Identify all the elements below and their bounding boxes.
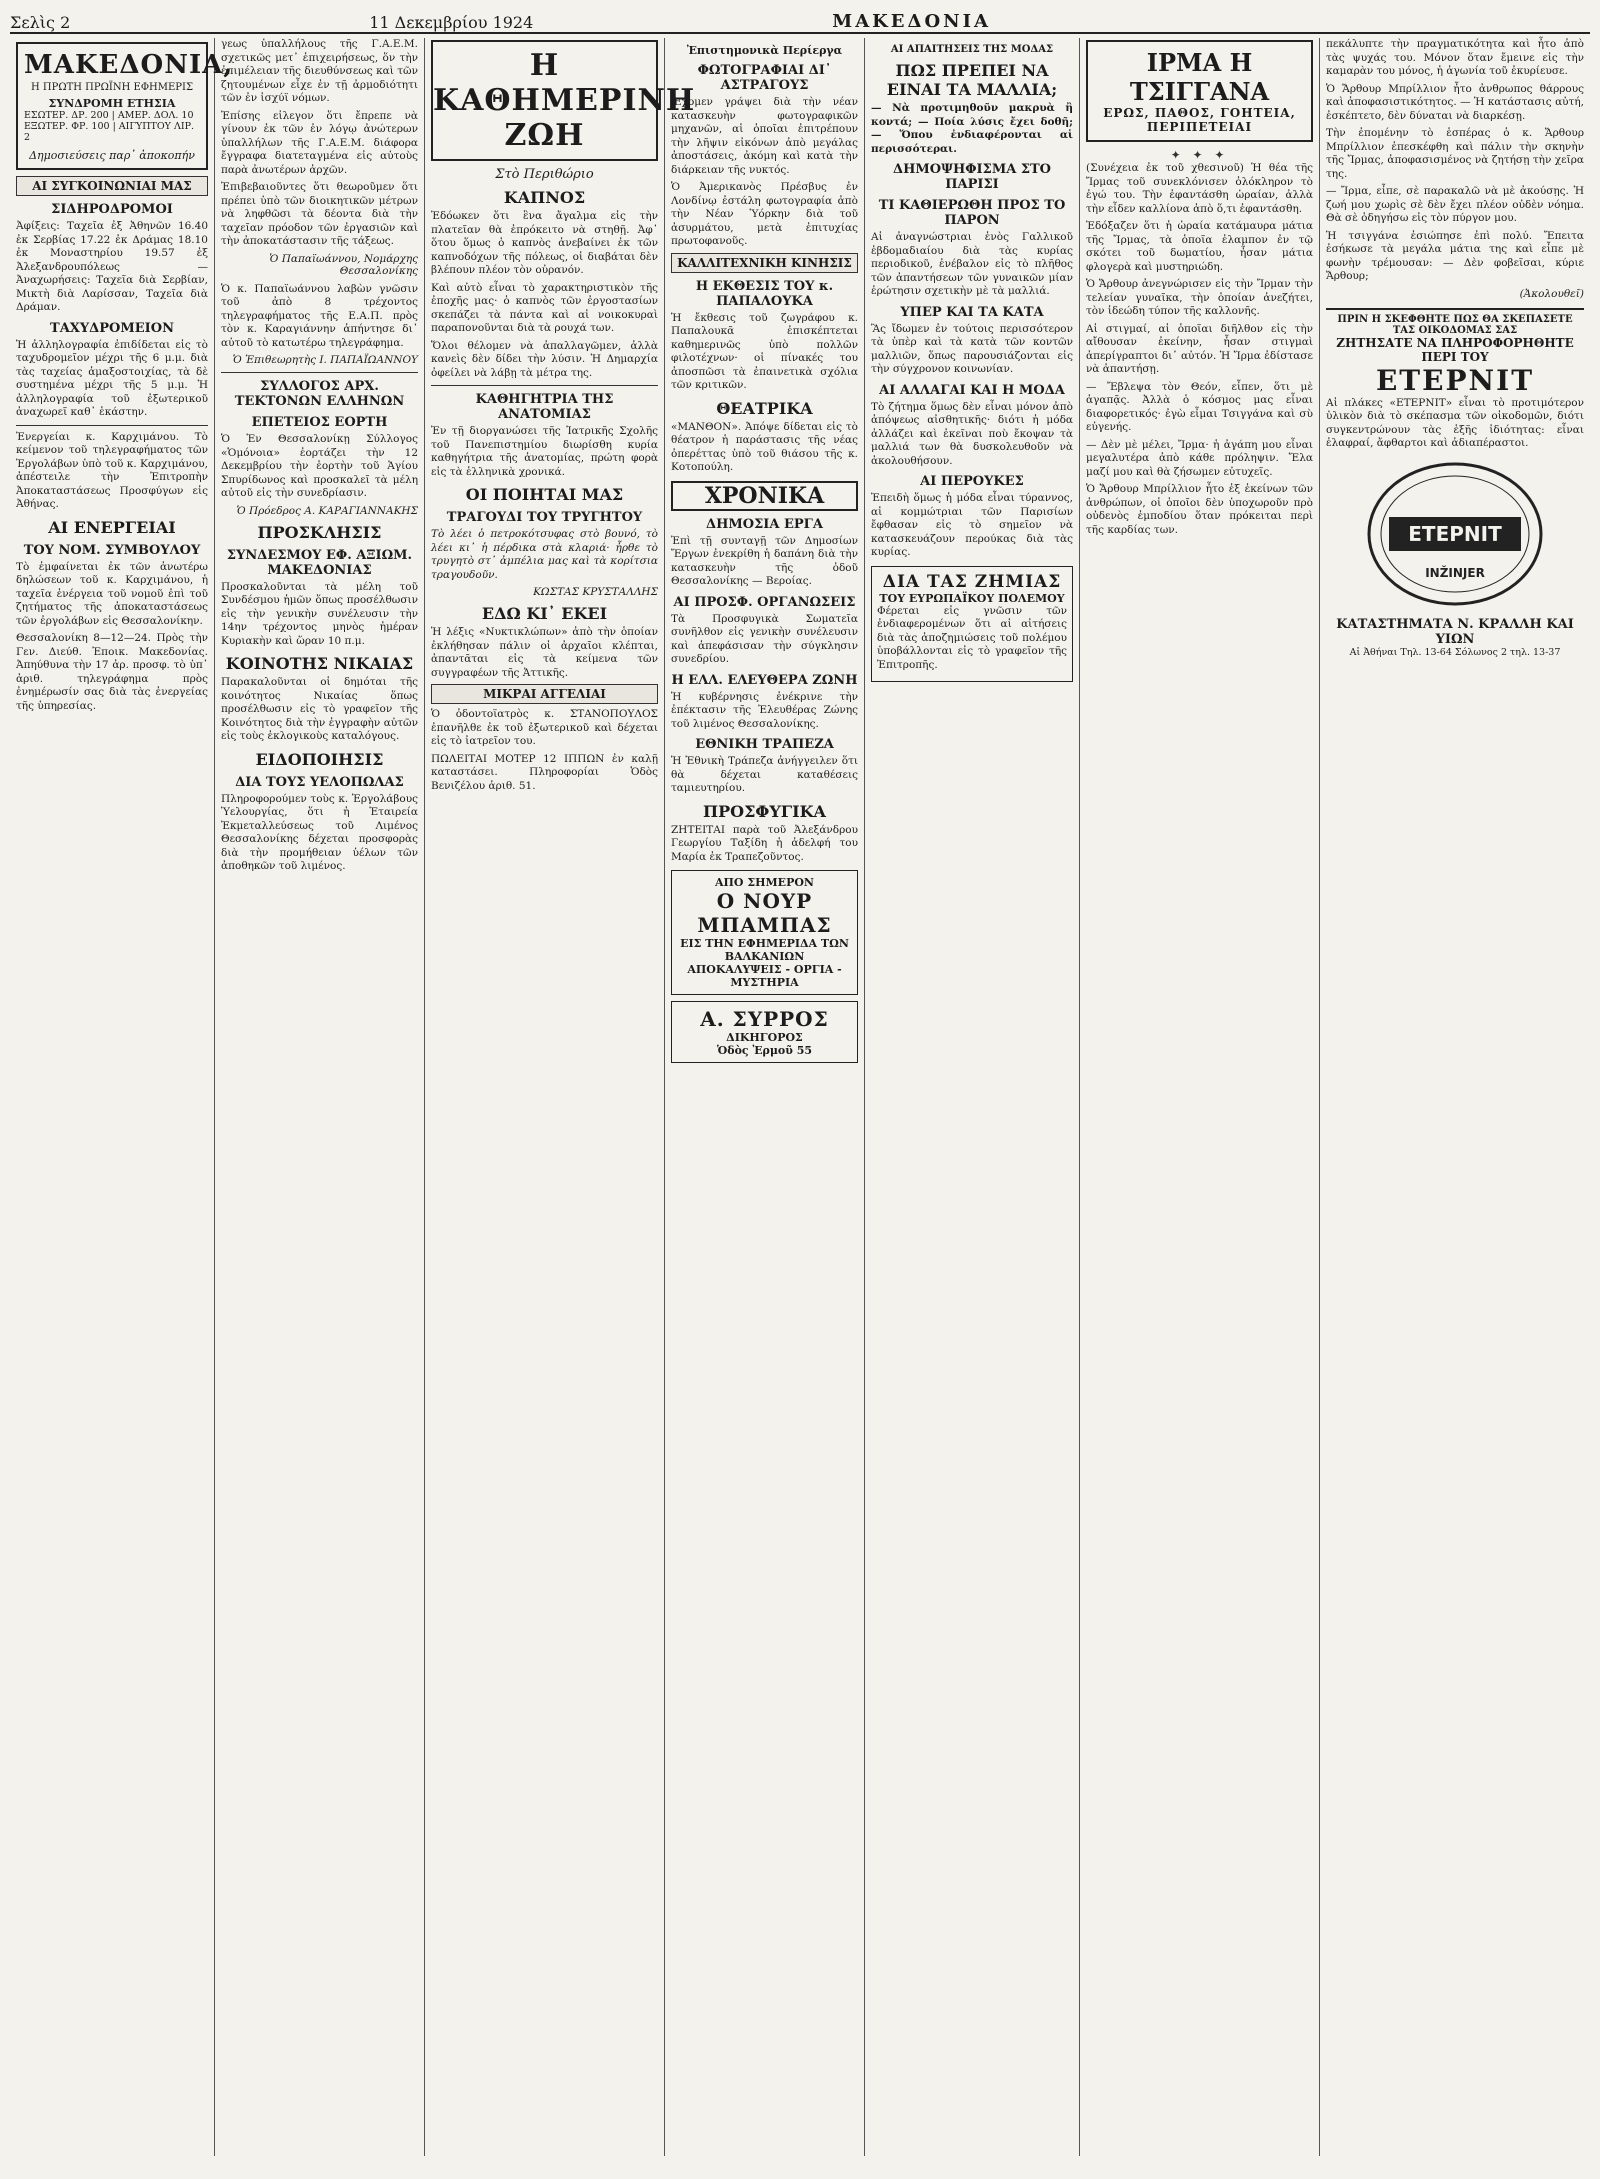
heading-refugee-orgs: ΑΙ ΠΡΟΣΦ. ΟΡΓΑΝΩΣΕΙΣ [673, 594, 856, 610]
article-text: Ἡ κυβέρνησις ἐνέκρινε τὴν ἐπέκτασιν τῆς Ἐλευθέρας Ζώνης τοῦ λιμένος Θεσσαλονίκης. [671, 690, 858, 730]
eternit-logo-icon [1365, 459, 1545, 609]
notice-title: ΔΙΑ ΤΑΣ ΖΗΜΙΑΣ [882, 571, 1062, 592]
article-text: Ἡ ἔκθεσις τοῦ ζωγράφου κ. Παπαλουκᾶ ἐπισκέπτεται καθημερινῶς ὑπὸ πολλῶν φιλοτέχνων· οἱ πίνακές του ἀποσπῶσι τὰ ἐπαινετικὰ σχόλια τῶν κριτικῶν. [671, 311, 858, 391]
advert-lawyer [671, 1001, 858, 1063]
heading-post: ΤΑΧΥΔΡΟΜΕΙΟΝ [50, 320, 174, 336]
serial-subtitle: ΕΡΩΣ, ΠΑΘΟΣ, ΓΟΗΤΕΙΑ, ΠΕΡΙΠΕΤΕΙΑΙ [1103, 106, 1296, 134]
heading-free-zone: Η ΕΛΛ. ΕΛΕΥΘΕΡΑ ΖΩΝΗ [671, 672, 858, 688]
advert-subtitle: ΕΙΣ ΤΗΝ ΕΦΗΜΕΡΙΔΑ ΤΩΝ ΒΑΛΚΑΝΙΩΝ ΑΠΟΚΑΛΥΨΕΙΣ - ΟΡΓΙΑ - ΜΥΣΤΗΡΙΑ [680, 937, 849, 989]
divider [221, 372, 418, 373]
heading-referendum: ΔΗΜΟΨΗΦΙΣΜΑ ΣΤΟ ΠΑΡΙΣΙ [892, 162, 1052, 192]
article-text: Καὶ αὐτὸ εἶναι τὸ χαρακτηριστικὸν τῆς ἐποχῆς μας· ὁ καπνὸς τῶν ἐργοστασίων σκεπάζει τὰ πάντα καὶ αἱ νοικοκυραὶ παραπονοῦνται διὰ τὰ ρουχά των. [431, 281, 658, 334]
box-subscription-heading: ΣΥΝΔΡΟΜΗ ΕΤΗΣΙΑ [48, 97, 176, 110]
advert-lawyer-role: ΔΙΚΗΓΟΡΟΣ [726, 1031, 803, 1044]
article-text: Αἱ ἀναγνώστριαι ἑνὸς Γαλλικοῦ ἑβδομαδιαίου διὰ τὰς κυρίας περιοδικοῦ, ἐνέβαλον εἰς τὸ πλῆθος τῶν ἀπαντήσεων τῶν γυναικῶν μίαν ἐρώτησιν σχετικὴν μὲ τὰ μαλλιά. [871, 231, 1073, 297]
heading-exhibition: Η ΕΚΘΕΣΙΣ ΤΟΥ κ. ΠΑΠΑΛΟΥΚΑ [695, 278, 834, 309]
column-3 [425, 38, 696, 2156]
ornament-divider: ✦ ✦ ✦ [1170, 148, 1229, 162]
heading-railways: ΣΙΔΗΡΟΔΡΟΜΟΙ [51, 202, 173, 217]
serial-text: Ἡ τσιγγάνα ἐσιώπησε ἐπὶ πολύ. Ἔπειτα ἐσήκωσε τὰ μεγάλα μάτια της καὶ εἶπε μὲ φωνὴν τρέμουσαν: — Δὲν φοβεῖσαι, κύριε Ἄρθουρ; [1326, 229, 1584, 282]
article-text: Ἡ ἀλληλογραφία ἐπιδίδεται εἰς τὸ ταχυδρομεῖον μέχρι τῆς 6 μ.μ. διὰ τὰς ταχείας ἀμαξοστοιχίας, τὰ δὲ συστημένα μέχρι τῆς 5 μ.μ. Ἡ ἀλληλογραφία τοῦ ἐξωτερικοῦ ἀναχωρεῖ καθ᾽ ἑκάστην. [16, 338, 208, 418]
article-text: Ἡ λέξις «Νυκτικλώπων» ἀπὸ τὴν ὁποίαν ἐκλήθησαν πάλιν οἱ ἀρχαῖοι κλέπται, ἀπαντᾶται εἰς τὰ κείμενα τῶν συγγραφέων τῆς Ἀττικῆς. [431, 626, 658, 679]
article-text: Ἐπιβεβαιοῦντες ὅτι θεωροῦμεν ὅτι πρέπει ὑπὸ τῶν διοικητικῶν μέτρων νὰ ληφθῶσι τὰ δέοντα διὰ τὴν ταχεῖαν πρόοδον τῶν ἐργασιῶν καὶ τὴν ἀποκατάστασιν τῆς τάξεως. [221, 181, 418, 247]
eternit-logo [1326, 459, 1584, 609]
kicker: Ἐπιστημονικὰ Περίεργα [686, 44, 843, 57]
serial-text: Αἱ στιγμαί, αἱ ὁποῖαι διῆλθον εἰς τὴν αἴθουσαν ἐκείνην, ἦσαν στιγμαὶ ἀπερίγραπτοι δι᾽ αὐτόν. Ἡ Ἴρμα ἐδίστασε νὰ ἀπαντήσῃ. [1086, 322, 1313, 375]
heading-pros-cons: ΥΠΕΡ ΚΑΙ ΤΑ ΚΑΤΑ [900, 304, 1044, 320]
issue-date: 11 Δεκεμβρίου 1924 [369, 13, 534, 32]
kicker: Στὸ Περιθώριο [495, 167, 594, 182]
serial-text: — Ἔβλεψα τὸν Θεόν, εἶπεν, ὅτι μὲ ἀγαπᾷς. Ἀλλὰ ὁ κόσμος μας εἶναι διαφορετικός· ἐγὼ εἶμαι Τσιγγάνα καὶ σὺ εὐγενής. [1086, 380, 1313, 433]
heading-fashion-changes: ΑΙ ΑΛΛΑΓΑΙ ΚΑΙ Η ΜΟΔΑ [879, 382, 1065, 398]
article-text: Ὅλοι θέλομεν νὰ ἀπαλλαγῶμεν, ἀλλὰ κανεὶς δὲν δίδει τὴν λύσιν. Ἡ Δημαρχία ὀφείλει νὰ λάβῃ τὰ μέτρα της. [431, 339, 658, 379]
heading-public-works: ΔΗΜΟΣΙΑ ΕΡΓΑ [706, 516, 823, 532]
article-text: Προσκαλοῦνται τὰ μέλη τοῦ Συνδέσμου ἡμῶν ὅπως προσέλθωσιν εἰς τὴν γενικὴν συνέλευσιν τὴν 14ην τρέχοντος μηνὸς ἡμέραν Κυριακὴν καὶ ὥραν 10 π.μ. [221, 580, 418, 647]
divider [16, 425, 208, 426]
heading-eidopoiisis: ΕΙΔΟΠΟΙΗΣΙΣ [255, 749, 384, 769]
advert-eternit-brand: ΕΤΕΡΝΙΤ [1375, 363, 1535, 397]
advert-title: Ο ΝΟΥΡ ΜΠΑΜΠΑΣ [697, 889, 832, 937]
serial-text: — Ἴρμα, εἶπε, σὲ παρακαλῶ νὰ μὲ ἀκούσῃς. Ἡ ζωή μου χωρὶς σὲ δὲν ἔχει πλέον οὐδὲν νόημα. Θὰ σὲ ὁδηγήσω εἰς τὸν πύργον μου. [1326, 185, 1584, 224]
notice-war-damages [871, 566, 1073, 683]
column-2 [215, 38, 425, 2156]
signature: Ὁ Πρόεδρος Α. ΚΑΡΑΓΙΑΝΝΑΚΗΣ [236, 504, 418, 517]
serial-continues: (Ἀκολουθεῖ) [1519, 287, 1584, 300]
advert-lawyer-address: Ὁδὸς Ἐρμοῦ 55 [716, 1044, 813, 1057]
advert-eternit-body: Αἱ πλάκες «ΕΤΕΡΝΙΤ» εἶναι τὸ προτιμότερον ὑλικὸν διὰ τὸ σκέπασμα τῶν οἰκοδομῶν, διότι συγκεντρώνουν τὰς ἑξῆς ἰδιότητας: εἶναι ἐλαφραί, ἄφθαρτοι καὶ ἀδιαπέραστοι. [1326, 396, 1584, 449]
heading-kapnos: ΚΑΠΝΟΣ [503, 188, 586, 207]
newspaper-page [10, 8, 1590, 2158]
heading-prosklisis-sub: ΣΥΝΔΕΣΜΟΥ ΕΦ. ΑΞΙΩΜ. ΜΑΚΕΔΟΝΙΑΣ [226, 547, 413, 578]
box-rates-line-1: ΕΣΩΤΕΡ. ΔΡ. 200 | ΑΜΕΡ. ΔΟΛ. 10 [24, 110, 194, 121]
serial-text: Ἐδόξαζεν ὅτι ἡ ὡραία κατάμαυρα μάτια τῆς Ἴρμας, τὰ ὁποῖα ἐλαμπον ἐν τῷ σκότει τοῦ δωματίου, ἦσαν μάτια φλογερὰ καὶ μυστηριώδη. [1086, 220, 1313, 273]
signature: Ὁ Παπαϊωάννου, Νομάρχης Θεσσαλονίκης [269, 252, 418, 277]
advert-eternit-line: ΖΗΤΗΣΑΤΕ ΝΑ ΠΛΗΡΟΦΟΡΗΘΗΤΕ ΠΕΡΙ ΤΟΥ [1336, 335, 1574, 364]
kicker: ΑΙ ΑΠΑΙΤΗΣΕΙΣ ΤΗΣ ΜΟΔΑΣ [890, 44, 1054, 55]
section-banner-communications: ΑΙ ΣΥΓΚΟΙΝΩΝΙΑΙ ΜΑΣ [16, 176, 208, 196]
heading-prosklisis: ΠΡΟΣΚΛΗΣΙΣ [257, 522, 382, 542]
serial-text: πεκάλυπτε τὴν πραγματικότητα καὶ ἦτο ἀπὸ τὰς ψυχάς του. Μόνον ὅταν ἔμεινε εἰς τὴν καμαρὰν του μόνος, ἡ ἀγωνία τοῦ ἐκυρίευσε. [1326, 38, 1584, 77]
classified-ad: ΠΩΛΕΙΤΑΙ ΜΟΤΕΡ 12 ΙΠΠΩΝ ἐν καλῇ καταστάσει. Πληροφορίαι Ὁδὸς Βενιζέλου ἀριθ. 51. [431, 752, 658, 792]
heading-refugee-notices: ΠΡΟΣΦΥΓΙΚΑ [703, 801, 826, 821]
advert-eternit-shop: ΚΑΤΑΣΤΗΜΑΤΑ Ν. ΚΡΑΛΛΗ ΚΑΙ ΥΙΩΝ [1336, 616, 1574, 647]
heading-koinotis: ΚΟΙΝΟΤΗΣ ΝΙΚΑΙΑΣ [225, 654, 414, 673]
article-text: Ἐπίσης εἰλεγον ὅτι ἔπρεπε νὰ γίνουν ἐκ τῶν ἐν λόγῳ ἀνώτερων ὑπαλλήλων τῆς Γ.Α.Ε.Μ. διάφορα ἔγγραφα διατεταγμένα εἰς αὐτοὺς παρὰ ἀνωτέρων ἀρχῶν. [221, 109, 418, 176]
notice-text: Φέρεται εἰς γνῶσιν τῶν ἐνδιαφερομένων ὅτι αἱ αἰτήσεις διὰ τὰς ἀποζημιώσεις τοῦ πολέμου ὑποβάλλονται εἰς τὸ γραφεῖον τῆς Ἐπιτροπῆς. [877, 604, 1067, 671]
heading-anatomy-professor: ΚΑΘΗΓΗΤΡΙΑ ΤΗΣ ΑΝΑΤΟΜΙΑΣ [475, 392, 614, 422]
article-text: γεως ὑπαλλήλους τῆς Γ.Α.Ε.Μ. σχετικῶς μετ᾽ ἐπιχειρήσεως, ὅν τὴν ἐπιμέλειαν τῆς διευθύνσεως καὶ τῶν ζητουμένων εἶχε ἐν τῇ ἀρμοδιότητι τῶν ἐν ἰσχύϊ νόμων. [221, 38, 418, 104]
article-summary: — Νὰ προτιμηθοῦν μακρυὰ ἢ κοντά; — Ποία λύσις ἔχει δοθῆ; — Ὅπου ἐνδιαφέρονται αἱ περισσότεραι. [871, 102, 1073, 155]
advert-eternit-pre: ΠΡΙΝ Η ΣΚΕΦΘΗΤΕ ΠΩΣ ΘΑ ΣΚΕΠΑΣΕΤΕ ΤΑΣ ΟΙΚΟΔΟΜΑΣ ΣΑΣ [1337, 313, 1573, 336]
box-title: ΜΑΚΕΔΟΝΙΑ, [24, 50, 234, 80]
heading-theatre: ΘΕΑΤΡΙΚΑ [716, 398, 813, 418]
heading-national-bank: ΕΘΝΙΚΗ ΤΡΑΠΕΖΑ [695, 737, 834, 752]
heading-poem-title: ΤΡΑΓΟΥΔΙ ΤΟΥ ΤΡΥΓΗΤΟΥ [446, 510, 643, 525]
article-text: Ἂς ἴδωμεν ἐν τούτοις περισσότερον τὰ ὑπὲρ καὶ τὰ κατὰ τῶν κοντῶν μαλλιῶν, ὅπως παρουσιάζονται εἰς τὴν σύγχρονον κοινωνίαν. [871, 322, 1073, 375]
article-text: Ἐν τῇ διοργανώσει τῆς Ἰατρικῆς Σχολῆς τοῦ Πανεπιστημίου διωρίσθη κυρία καθηγήτρια τῆς ἀνατομίας, πρώτη φορὰ εἰς τὰ ἑλληνικὰ χρονικά. [431, 425, 658, 478]
paper-name: ΜΑΚΕΔΟΝΙΑ [832, 11, 992, 32]
article-text: Ἔχομεν γράψει διὰ τὴν νέαν κατασκευὴν φωτογραφικῶν μηχανῶν, αἱ ὁποῖαι ἐπιτρέπουν τὴν λῆψιν εἰκόνων ἀπὸ μεγάλας ἀποστάσεις, ἀκόμη καὶ κατὰ τὴν διάρκειαν τῆς νυκτός. [671, 96, 858, 176]
article-text: Ἐπὶ τῇ συνταγῇ τῶν Δημοσίων Ἔργων ἐνεκρίθη ἡ δαπάνη διὰ τὴν κατασκευὴν τῆς ὁδοῦ Θεσσαλονίκης — Βεροίας. [671, 534, 858, 587]
serial-text: (Συνέχεια ἐκ τοῦ χθεσινοῦ) Ἡ θέα τῆς Ἴρμας τοῦ συνεκλόνισεν ὁλόκληρον τὸ ἐγώ του. Τὴν ἐφαντάσθη ὡραίαν, ἀλλὰ τὴν εἶδεν καλλίονα ἀπὸ ὅ,τι ἐφαντάσθη. [1086, 162, 1313, 215]
article-text: Πληροφορούμεν τοὺς κ. Ἐργολάβους Ὑελουργίας, ὅτι ἡ Ἑταιρεία Ἐκμεταλλεύσεως τοῦ Λιμένος Θεσσαλονίκης δέχεται προσφορὰς διὰ τὴν προμήθειαν ὑέλων τῶν ἀποθηκῶν τοῦ λιμένος. [221, 792, 418, 872]
article-text: Ἡ Ἐθνικὴ Τράπεζα ἀνήγγειλεν ὅτι θὰ δέχεται καταθέσεις ταμιευτηρίου. [671, 755, 858, 794]
article-text: Τὰ Προσφυγικὰ Σωματεῖα συνῆλθον εἰς γενικὴν συνέλευσιν καὶ ἀπεφάσισαν τὴν σύγκλησιν συνεδρίου. [671, 612, 858, 665]
eternit-logo-bottom: INŽINJER [1425, 565, 1485, 580]
article-text: Ὁ Ἐν Θεσσαλονίκῃ Σύλλογος «Ὁμόνοια» ἐορτάζει τὴν 12 Δεκεμβρίου τὴν ἑορτὴν τοῦ Ἁγίου Σπυρίδωνος καὶ προσκαλεῖ τὰ μέλη αὐτοῦ εἰς τὴν συνεδρίασιν. [221, 433, 418, 499]
article-text: Ἐδόωκεν ὅτι ἓνα ἄγαλμα εἰς τὴν πλατεῖαν θὰ ἐπρόκειτο νὰ στηθῇ. Ἀφ᾽ ὅτου ὅμως ὁ καπνὸς ἀνεβαίνει ἐκ τῶν καπνοδόχων τῆς πόλεως, οἱ διαβάται δὲν βλέπουν πλέον τὸν οὐρανόν. [431, 210, 658, 276]
serial-text: — Δὲν μὲ μέλει, Ἴρμα· ἡ ἀγάπη μου εἶναι μεγαλυτέρα ἀπὸ κάθε πρόληψιν. Ἔλα μαζί μου καὶ θὰ ζήσωμεν εὐτυχεῖς. [1086, 438, 1313, 478]
columns [10, 38, 1590, 2156]
article-text: ΖΗΤΕΙΤΑΙ παρὰ τοῦ Ἀλεξάνδρου Γεωργίου Ταξίδη ἡ ἀδελφή του Μαρία ἐκ Τραπεζοῦντος. [671, 823, 858, 863]
advert-eternit [1326, 308, 1584, 658]
section-banner-classifieds: ΜΙΚΡΑΙ ΑΓΓΕΛΙΑΙ [431, 684, 658, 704]
heading-syllogos: ΣΥΛΛΟΓΟΣ ΑΡΧ. ΤΕΚΤΟΝΩΝ ΕΛΛΗΝΩΝ [234, 379, 405, 409]
box-subtitle: Η ΠΡΩΤΗ ΠΡΩΪΝΗ ΕΦΗΜΕΡΙΣ [30, 82, 194, 93]
article-text: Θεσσαλονίκη 8—12—24. Πρὸς τὴν Γεν. Διεύθ. Ἐποικ. Μακεδονίας. Ἀπηύθυνα τὴν 17 ἀρ. προσφ. τὸ ὑπ᾽ ἀριθ. τηλεγράφημα πρὸς ἐνημέρωσίν σας διὰ τὰς ἐνεργείας τῆς ὑπηρεσίας. [16, 632, 208, 712]
column-4 [665, 38, 865, 2156]
article-text: «ΜΑΝΘΟΝ». Ἀπόψε δίδεται εἰς τὸ θέατρον ἡ παράστασις τῆς νέας ὀπερέττας ὑπὸ τοῦ θιάσου τῆς κ. Κοτοπούλη. [671, 420, 858, 473]
serial-text: Ὁ Ἄρθουρ Μπρίλλιον ἦτο ἀνθρωπος θάρρους καὶ ἀποφασιστικότητος. — Ἡ κατάστασις αὐτή, ἐσκέπτετο, δὲν δύναται νὰ διαρκέσῃ. [1326, 82, 1584, 122]
notice-subtitle: ΤΟΥ ΕΥΡΩΠΑΪΚΟΥ ΠΟΛΕΜΟΥ [879, 591, 1065, 605]
section-banner-art: ΚΑΛΛΙΤΕΧΝΙΚΗ ΚΙΝΗΣΙΣ [671, 253, 858, 273]
column-6 [1080, 38, 1320, 2156]
heading-energeiai-sub: ΤΟΥ ΝΟΜ. ΣΥΜΒΟΥΛΟΥ [23, 542, 201, 558]
heading-photography: ΦΩΤΟΓΡΑΦΙΑΙ ΔΙ᾽ ΑΣΤΡΑΓΟΥΣ [697, 63, 832, 93]
advert-eternit-address: Αἱ Ἀθήναι Τηλ. 13-64 Σόλωνος 2 τηλ. 13-37 [1349, 646, 1561, 658]
serial-text: Ὁ Ἄρθουρ Μπρίλλιον ἦτο ἐξ ἐκείνων τῶν ἀνθρώπων, οἱ ὁποῖοι δὲν ὑποχωροῦν πρὸ οὐδενὸς ἐμποδίου ὅταν πρόκειται περὶ τῆς καρδίας των. [1086, 483, 1313, 536]
section-title-chronicles: ΧΡΟΝΙΚΑ [671, 481, 858, 511]
heading-wigs: ΑΙ ΠΕΡΟΥΚΕΣ [920, 474, 1024, 489]
heading-poets: ΟΙ ΠΟΙΗΤΑΙ ΜΑΣ [465, 485, 624, 504]
heading-eorti: ΕΠΕΤΕΙΟΣ ΕΟΡΤΗ [251, 415, 388, 430]
column-1 [10, 38, 234, 2156]
box-rates-line-2: ΕΞΩΤΕΡ. ΦΡ. 100 | ΑΙΓΥΠΤΟΥ ΛΙΡ. 2 [24, 121, 194, 143]
heading-referendum-sub: ΤΙ ΚΑΘΙΕΡΩΘΗ ΠΡΟΣ ΤΟ ΠΑΡΟΝ [878, 198, 1066, 228]
advert-lawyer-name: Α. ΣΥΡΡΟΣ [700, 1007, 829, 1031]
poem-text: Τὸ λέει ὁ πετροκότσυφας στὸ βουνό, τὸ λέει κι᾽ ἡ πέρδικα στὰ κλαριά· ἦρθε τὸ τρυγητὸ στ᾽ ἀμπέλια μας καὶ τὰ κορίτσια τραγουδοῦν. [431, 528, 658, 581]
classified-ad: Ὁ ὀδοντοϊατρὸς κ. ΣΤΑΝΟΠΟΥΛΟΣ ἐπανῆλθε ἐκ τοῦ ἐξωτερικοῦ καὶ δέχεται εἰς τὸ ἰατρεῖον του. [431, 708, 658, 747]
heading-eidopoiisis-sub: ΔΙΑ ΤΟΥΣ ΥΕΛΟΠΩΛΑΣ [235, 774, 404, 790]
heading-hair: ΠΩΣ ΠΡΕΠΕΙ ΝΑ ΕΙΝΑΙ ΤΑ ΜΑΛΛΙΑ; [886, 61, 1058, 99]
article-text: Ἀφίξεις: Ταχεῖα ἐξ Ἀθηνῶν 16.40 ἐκ Σερβίας 17.22 ἐκ Δράμας 18.10 ἐκ Μοναστηρίου 19.57 ἐξ Ἀλεξανδρουπόλεως — Ἀναχωρήσεις: Ταχεῖα διὰ Σερβίαν, Μικτὴ διὰ Λαρίσσαν, Ταχεῖα διὰ Δράμαν. [16, 220, 208, 313]
serial-title: ΙΡΜΑ Η ΤΣΙΓΓΑΝΑ [1129, 48, 1270, 106]
article-text: Ὁ Ἀμερικανὸς Πρέσβυς ἐν Λονδίνῳ ἐστάλη φωτογραφία ἀπὸ τὴν Νέαν Ὑόρκην διὰ τοῦ ἀσυρμάτου, μετὰ ἐπιτυχίας πρωτοφανοῦς. [671, 181, 858, 247]
article-text: Παρακαλοῦνται οἱ δημόται τῆς κοινότητος Νικαίας ὅπως προσέλθωσιν εἰς τὸ γραφεῖον τῆς Κοινότητος διὰ τὴν ἐγγραφὴν αὐτῶν εἰς τοὺς ἐκλογικοὺς καταλόγους. [221, 676, 418, 742]
serial-title-box [1086, 40, 1313, 142]
article-text: Τὸ ζήτημα ὅμως δὲν εἶναι μόνον ἀπὸ ἀπόψεως αἰσθητικῆς· διότι ἡ μόδα ἀλλάζει καὶ ἐκεῖναι ποὺ ἔκοψαν τὰ μαλλιά των θὰ δυσκολευθοῦν νὰ ἀκολουθήσουν. [871, 400, 1073, 467]
article-text: Ἐπειδὴ ὅμως ἡ μόδα εἶναι τύραννος, αἱ κομμώτριαι τῶν Παρισίων ἔφθασαν εἰς τὸ σημεῖον νὰ κατασκευάζουν περούκας διὰ τὰς κυρίας. [871, 492, 1073, 558]
divider [431, 385, 658, 386]
section-title-daily-life: Η ΚΑΘΗΜΕΡΙΝΗ ΖΩΗ [431, 40, 658, 161]
box-note: Δημοσιεύσεις παρ᾽ ἀποκοπήν [29, 149, 195, 162]
article-text: Τὸ ἐμφαίνεται ἐκ τῶν ἀνωτέρω δηλώσεων τοῦ κ. Καρχιμάνου, ἡ ταχεῖα ἐνέργεια τοῦ νομοῦ ἐπὶ τοῦ ζητήματος τῆς ἀποκαταστάσεως τῶν ἐργολάβων εἰς Θεσσαλονίκην. [16, 560, 208, 627]
heading-edo-ki-ekei: ΕΔΩ ΚΙ᾽ ΕΚΕΙ [481, 604, 608, 623]
advert-nour-babas [671, 870, 858, 995]
article-text: Ἐνεργείαι κ. Καρχιμάνου. Τὸ κείμενον τοῦ τηλεγραφήματος τῶν Ἐργολάβων ὑπὸ τοῦ κ. Καρχιμάνου, ἀπέστειλε τὴν Ἐπιτροπὴν Ἀποκαταστάσεως Προσφύγων εἰς Ἀθήνας. [16, 430, 208, 510]
poem-author: ΚΩΣΤΑΣ ΚΡΥΣΤΑΛΛΗΣ [533, 586, 658, 598]
eternit-logo-word: ΕΤΕΡΝΙΤ [1408, 521, 1502, 546]
advert-kicker: ΑΠΟ ΣΗΜΕΡΟΝ [715, 876, 814, 889]
serial-text: Ὁ Ἄρθουρ ἀνεγνώρισεν εἰς τὴν Ἴρμαν τὴν τελείαν γυναῖκα, τὴν ὁποίαν ἀνεζήτει, τὸν ἰδεώδη τύπον τῆς καλλονῆς. [1086, 278, 1313, 317]
subscription-box [16, 42, 234, 170]
heading-energeiai: ΑΙ ΕΝΕΡΓΕΙΑΙ [48, 517, 176, 537]
signature: Ὁ Ἐπιθεωρητὴς Ι. ΠΑΠΑΪΩΑΝΝΟΥ [232, 354, 418, 366]
masthead [10, 8, 1590, 34]
article-text: Ὁ κ. Παπαϊωάννου λαβὼν γνῶσιν τοῦ ἀπὸ 8 τρέχοντος τηλεγραφήματος τῆς Ε.Α.Π. πρὸς τὸν κ. Καραγιάννην ἀπήντησε δι᾽ αὐτοῦ τὸ κατωτέρω τηλεγράφημα. [221, 282, 418, 349]
column-7 [1320, 38, 1590, 2156]
page-number: Σελὶς 2 [10, 13, 71, 32]
column-5 [865, 38, 1080, 2156]
serial-text: Τὴν ἐπομένην τὸ ἑσπέρας ὁ κ. Ἄρθουρ Μπρίλλιον ἐπεσκέφθη καὶ πάλιν τὴν σκηνὴν τῆς Ἴρμας, ἀποφασισμένος νὰ ζητήσῃ τὴν χεῖρα της. [1326, 127, 1584, 180]
